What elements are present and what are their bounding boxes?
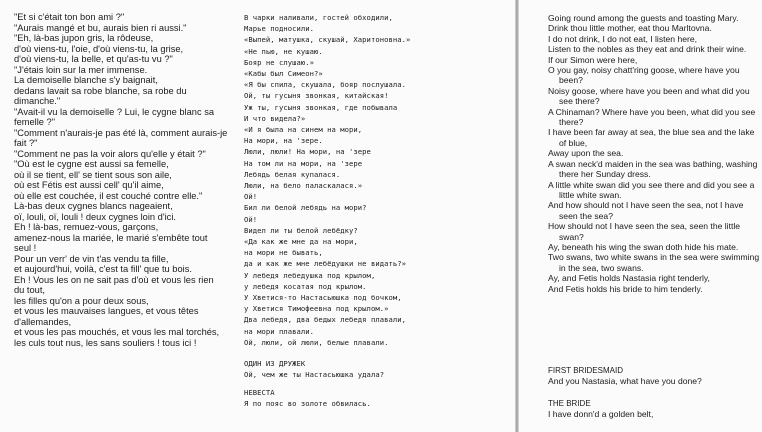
french-line: les culs tout nus, les sans souliers ! tous ici ! — [14, 337, 197, 348]
english-line: Two swans, two white swans in the sea were swimming in the sea, two swans. — [548, 252, 760, 273]
english-line: And Fetis holds his bride to him tenderly. — [548, 283, 703, 294]
french-line: d'allemandes, — [14, 316, 72, 327]
french-line: Là-bas deux cygnes blancs nageaient, — [14, 201, 173, 211]
bride-section — [548, 399, 760, 420]
russian-line: Ой! — [244, 214, 258, 224]
russian-line: Люли, на бело паласкалася.» — [244, 181, 363, 191]
english-line: Listen to the nobles as they eat and drink their wine. — [548, 44, 747, 55]
english-line: How should not I have seen the sea, seen the little swan? — [548, 221, 741, 242]
russian-line: Видел ли ты белой лебёдку? — [244, 225, 358, 235]
french-line: où il se tient, ell' se tient sous son aile, — [14, 169, 172, 180]
french-line: "Eh, là-bas jupon gris, la rôdeuse, — [14, 33, 154, 43]
english-column — [548, 13, 760, 294]
french-line: La demoiselle blanche s'y baignait, — [14, 75, 158, 85]
french-line: "Comment n'aurais-je pas été là, comment aurais-je — [14, 127, 228, 138]
english-line: I do not drink, I do not eat, I listen here, — [548, 33, 698, 44]
english-line: Noisy goose, where have you been and what did you see there? — [548, 85, 750, 107]
french-line: "Aurais mangé et bu, aurais bien ri aussi." — [14, 22, 187, 33]
russian-line: «Выпей, матушка, скушай, Харитоновна.» — [244, 35, 411, 45]
french-line: amenez-nous la mariée, le marié s'embête tout — [14, 232, 208, 243]
russian-line: Ой! — [244, 192, 258, 202]
russian-line: На мори, на 'зере. — [244, 136, 323, 146]
french-line: femelle ?" — [14, 117, 56, 127]
bridesmaid-section — [548, 366, 760, 387]
english-line: Ay, beneath his wing the swan doth hide his mate. — [548, 241, 739, 252]
english-line: Going round among the guests and toasting Mary. — [548, 13, 739, 23]
russian-line: В чарки наливали, гостей обходили, — [244, 13, 393, 22]
english-line: And how should not I have seen the sea, not I have seen the sea? — [548, 200, 744, 221]
russian-line: на мори плавали. — [244, 326, 315, 336]
english-line: And you Nastasia, what have you done? — [548, 376, 702, 387]
french-line: et vous les pas mouchés, et vous les mal torchés, — [14, 327, 220, 337]
french-line: les filles qu'on a pour deux sous, — [14, 295, 149, 306]
french-line: Pour un verr' de vin t'as vendu ta fille, — [14, 253, 169, 264]
french-line: fait ?" — [14, 138, 38, 148]
english-line: Ay, and Fetis holds Nastasia right tenderly, — [548, 273, 710, 284]
french-line: dimanche." — [14, 96, 61, 106]
russian-line: Бил ли белой лебядь на мори? — [244, 203, 367, 213]
french-line: oï, louli, oï, louli ! deux cygnes loin d'ici. — [14, 211, 176, 222]
russian-line: Ой, ты гусыня звонкая, китайская! — [244, 91, 389, 101]
right-page — [522, 0, 762, 432]
french-line: Eh ! là-bas, remuez-vous, garçons, — [14, 222, 159, 232]
english-line: O you gay, noisy chatt'ring goose, where have you been? — [548, 65, 740, 86]
french-line: "J'étais loin sur la mer immense. — [14, 64, 148, 75]
russian-line: Ой, люли, ой люли, белые плавали. — [244, 337, 389, 347]
russian-line: Ой, чем же ты Настасьюшка удала? — [244, 370, 385, 380]
english-line: I have donn'd a golden belt, — [548, 409, 654, 420]
russian-column — [244, 12, 494, 409]
french-line: et aujourd'hui, voilà, c'est ta fill' que tu bois. — [14, 264, 192, 274]
french-line: "Où est le cygne est aussi sa femelle, — [14, 159, 169, 169]
english-line: A little white swan did you see there and did you see a little white swan. — [548, 179, 755, 200]
russian-line: да и как же мне лебёдушки не видать?» — [244, 259, 406, 269]
russian-line: «И я была на синем на мори, — [244, 125, 363, 135]
french-line: où est Fétis est aussi cell' qu'il aime, — [14, 180, 164, 190]
english-line: Drink thou little mother, eat thou Marltovna. — [548, 23, 712, 34]
speaker-heading-bridesmaid: FIRST BRIDESMAID — [548, 366, 623, 375]
french-line: où elle est couchée, il est couché contre elle." — [14, 190, 203, 201]
english-line: A swan neck'd maiden in the sea was bathing, washing there her Sunday dress. — [548, 158, 758, 180]
french-line: du tout, — [14, 285, 46, 295]
french-line: "Comment ne pas la voir alors qu'elle y était ?" — [14, 148, 206, 159]
russian-line: «Я бы спила, скушала, бояр послушала. — [244, 80, 406, 90]
english-line: Away upon the sea. — [548, 148, 624, 159]
english-line: A Chinaman? Where have you been, what did you see there? — [548, 106, 756, 128]
spacer — [244, 348, 494, 358]
french-line: Eh ! Vous les on ne sait pas d'où et vous les rien — [14, 274, 214, 285]
book-gutter — [515, 0, 519, 432]
russian-line: у лебедя косатая под крылом. — [244, 281, 367, 291]
speaker-heading-bridesmaid: ОДИН ИЗ ДРУЖЕК — [244, 359, 306, 369]
russian-line: «Да как же мне да на мори, — [244, 237, 358, 247]
speaker-heading-bride: НЕВЕСТА — [244, 387, 275, 397]
russian-line: Люли, люли! На мори, на 'зере — [244, 147, 371, 157]
russian-line: Уж ты, гусыня звонкая, где побывала — [244, 102, 398, 112]
russian-line: Два лебедя, два бедых лебедя плавали, — [244, 315, 406, 325]
english-line: If our Simon were here, — [548, 54, 638, 65]
russian-line: На том ли на мори, на 'зере — [244, 158, 363, 168]
french-line: "Et si c'était ton bon ami ?" — [14, 12, 125, 22]
french-line: "Avait-il vu la demoiselle ? Lui, le cygne blanc sa — [14, 106, 215, 117]
english-line: I have been far away at sea, the blue sea and the lake of blue, — [548, 127, 755, 148]
french-line: et vous les mauvaises langues, et vous têtes — [14, 306, 199, 316]
french-line: dedans lavait sa robe blanche, sa robe du — [14, 85, 187, 96]
russian-line: Лебядь белая купалася. — [244, 169, 341, 179]
russian-line: Бояр не слушаю.» — [244, 57, 315, 67]
speaker-heading-bride: THE BRIDE — [548, 399, 591, 408]
french-line: d'où viens-tu, la belle, et qu'as-tu vu ?" — [14, 54, 173, 64]
russian-line: У лебедя лебедушка под крылом, — [244, 270, 376, 280]
russian-line: на мори не бывать, — [244, 248, 323, 258]
french-line: seul ! — [14, 243, 37, 253]
russian-line: У Хветися-то Настасьюшка под бочком, — [244, 293, 402, 303]
russian-line: «Не пью, не кушаю. — [244, 46, 323, 56]
french-column — [14, 12, 228, 348]
russian-line: «Кабы был Симеон?» — [244, 69, 323, 79]
russian-line: у Хветися Тимофеевна под крылом.» — [244, 304, 389, 314]
russian-line: Я по пояс во золоте обвилась. — [244, 398, 371, 408]
russian-line: И что видела?» — [244, 113, 306, 123]
russian-line: Марье подносили. — [244, 24, 315, 34]
french-line: d'où viens-tu, l'oie, d'où viens-tu, la grise, — [14, 43, 184, 54]
